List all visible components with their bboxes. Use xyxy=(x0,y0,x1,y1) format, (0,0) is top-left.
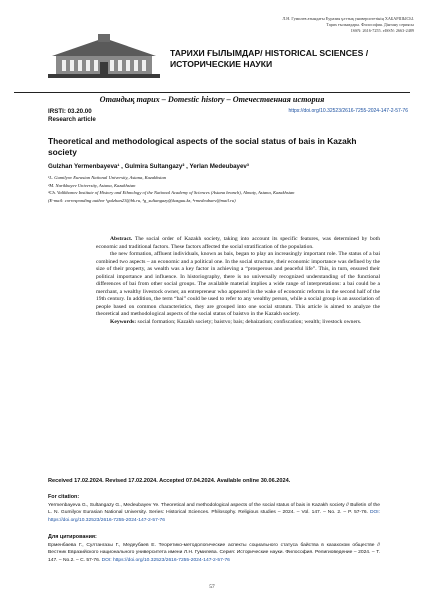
pub-line: Тарих ғылымдары. Философия. Дінтану сериясы xyxy=(326,22,414,27)
article-dates: Received 17.02.2024. Revised 17.02.2024. Accepted 07.04.2024. Available online 30.06.2024. xyxy=(48,478,291,484)
affiliation: ¹L. Gumilyov Eurasian National University, Astana, Kazakhstan xyxy=(48,175,167,180)
abstract-paragraph: the new formation, affluent individuals, known as bais, began to play an increasingly important role. The status of a bai combined two aspects – an economic and a political one. In the social structure, their economic importance was defined by the size of their property, as wealth was a key factor in achieving a “prosperous and peaceful life”. This, in turn, ensured their political importance and influence. In historiography, there is no universally recognized understanding of the functional differences of bai from other social groups. The available material implies a wide range of interpretations: a bai could be a merchant, a wealthy livestock owner, an entrepreneur who appeared in the wake of economic reforms in the second half of the 19th century. In addition, the term “bai” could be used to refer to any wealthy person, while a social group is an association of people based on common characteristics, they are grouped into one social stratum. This article is aimed to analyze the theoretical and methodological aspects of the social status of baistvo in the Kazakh society. xyxy=(96,251,380,318)
keywords-label: Keywords: xyxy=(110,318,137,325)
citation-heading: For citation: xyxy=(48,494,80,500)
affiliations xyxy=(48,174,398,204)
affiliation: ³Ch. Valikhanov Institute of History and Ethnology of the National Academy of Sciences (Astana branch), Almaty, Astana, Kazakhstan xyxy=(48,190,295,196)
header-rule xyxy=(14,92,410,93)
citation-ru-text xyxy=(48,542,380,564)
page-number: 57 xyxy=(209,584,215,590)
citation-body: Yermenbayeva G., Sultangazy G., Medeubayev Ye. Theoretical and methodological aspects of the social status of bais in Kazakh society // Bulletin of the L. N. Gumilyov Eurasian National University. Series: Historical Sciences. Philosophy. Religious studies – 2024. – Vol. 147. – No. 2. – P. 57-76. xyxy=(48,503,380,516)
affiliation: ²M. Narikbayev University, Astana, Kazakhstan xyxy=(48,182,136,188)
university-building-logo-icon xyxy=(48,34,160,80)
citation-doi-link[interactable]: DOI: https://doi.org/10.32523/2616-7255-2024-147-2-57-76 xyxy=(48,510,381,523)
pub-line: Л.Н. Гумилев атындағы Еуразия ұлттық университетінің ХАБАРШЫСЫ. xyxy=(282,16,414,21)
citation-ru-body: Ерменбаева Г., Султангазы Г., Медеубаев Е. Теоретико-методологические аспекты социального статуса байства в казахском обществе // Вестник Евразийского национального университета имени Л.Н. Гумилева. Серия: Исторические науки. Философия. Религиоведение – 2024. – Т. 147. – No.2. – С. 57-76. xyxy=(48,543,380,563)
abstract xyxy=(96,236,380,326)
abstract-label: Abstract. xyxy=(110,236,133,242)
abstract-paragraph xyxy=(96,236,380,251)
series-title: ТАРИХИ ҒЫЛЫМДАР/ HISTORICAL SCIENCES / ИСТОРИЧЕСКИЕ НАУКИ xyxy=(170,48,369,69)
section-heading: Отандық тарих – Domestic history – Отечественная история xyxy=(99,95,325,104)
abstract-text: The social order of Kazakh society, taking into account its specific features, was determined by both economic and traditional factors. These factors affected the social stratification of the population. xyxy=(96,236,380,250)
citation-text xyxy=(48,502,380,524)
doi-link[interactable]: https://doi.org/10.32523/2616-7255-2024-147-2-57-76 xyxy=(288,108,408,114)
contact-emails: (E-mail: corresponding author ¹gulzhan23@bk.ru, ²g_sultangazy@kazguu.kz, ³rmedeubaev@mail.ru) xyxy=(48,197,236,203)
citation-ru-heading: Для цитирования: xyxy=(48,534,97,540)
article-title: Theoretical and methodological aspects of the social status of bais in Kazakh society xyxy=(48,136,357,157)
keywords xyxy=(96,319,380,327)
keywords-text: social formation; Kazakh society; baistvo; bais; debaization; confiscation; wealth; livestock owners. xyxy=(137,318,362,325)
author-list: Gulzhan Yermenbayeva¹ , Gulmira Sultangazy² , Yerlan Medeubayev³ xyxy=(48,163,249,170)
research-type: Research article xyxy=(48,116,96,123)
pub-line: ISSN: 2616-7255. eISSN: 2663-2489 xyxy=(351,28,414,33)
publication-info xyxy=(170,16,414,34)
irsti-code: IRSTI: 03.20.00 xyxy=(48,108,92,115)
citation-ru-doi-link[interactable]: DOI: https://doi.org/10.32523/2616-7255-2024-147-2-57-76 xyxy=(101,557,230,563)
